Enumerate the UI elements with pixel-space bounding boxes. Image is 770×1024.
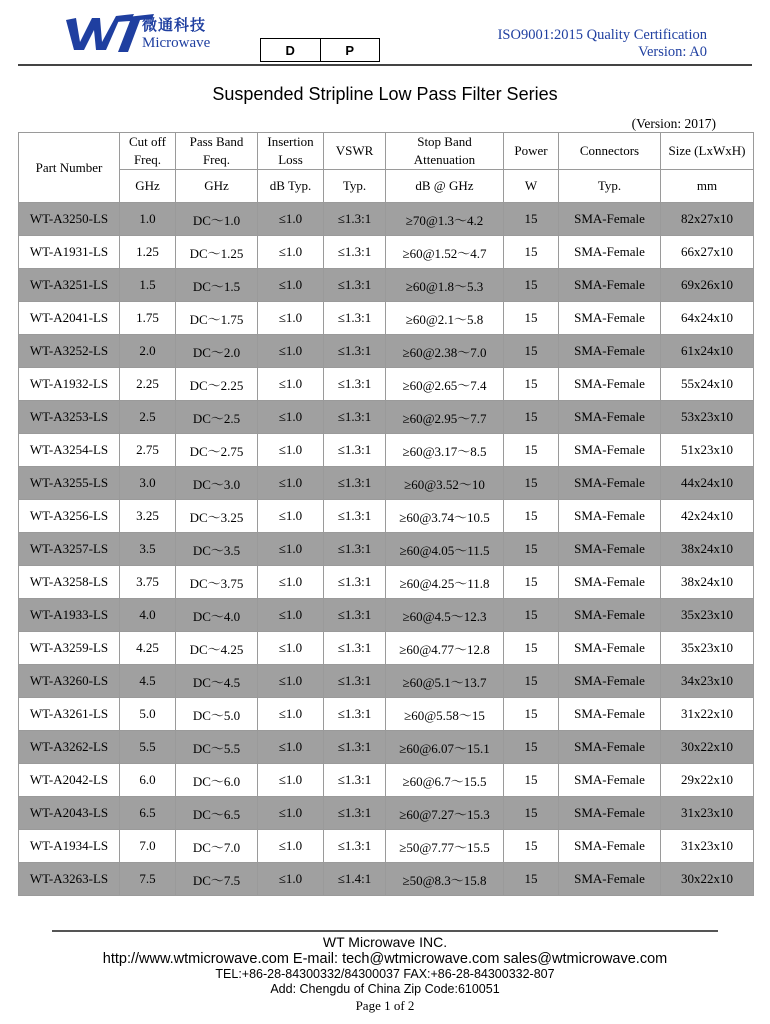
table-cell: 31x23x10 [661, 797, 754, 830]
page-title: Suspended Stripline Low Pass Filter Series [212, 84, 558, 104]
table-cell: ≤1.0 [258, 599, 324, 632]
table-cell: DC～3.75 [176, 566, 258, 599]
table-cell: ≤1.3:1 [324, 269, 386, 302]
table-cell: WT-A1934-LS [19, 830, 120, 863]
table-cell: DC～2.5 [176, 401, 258, 434]
table-cell: ≥60@1.8～5.3 [386, 269, 504, 302]
footer-address: Add: Chengdu of China Zip Code:610051 [270, 982, 500, 996]
table-row [19, 632, 754, 665]
table-row [19, 302, 754, 335]
table-cell: SMA-Female [559, 599, 661, 632]
table-cell: ≥60@2.95～7.7 [386, 401, 504, 434]
units-row [19, 170, 754, 203]
table-cell: WT-A1933-LS [19, 599, 120, 632]
table-cell: ≤1.0 [258, 401, 324, 434]
table-cell: WT-A2042-LS [19, 764, 120, 797]
table-cell: ≤1.3:1 [324, 236, 386, 269]
table-cell: SMA-Female [559, 236, 661, 269]
table-cell: 69x26x10 [661, 269, 754, 302]
table-cell: 64x24x10 [661, 302, 754, 335]
table-cell: 51x23x10 [661, 434, 754, 467]
table-cell: SMA-Female [559, 401, 661, 434]
table-row [19, 731, 754, 764]
unit-vswr: Typ. [324, 170, 386, 203]
table-cell: 30x22x10 [661, 863, 754, 896]
table-cell: 15 [504, 434, 559, 467]
table-cell: ≤1.3:1 [324, 302, 386, 335]
table-cell: 4.25 [120, 632, 176, 665]
table-cell: WT-A1931-LS [19, 236, 120, 269]
table-cell: ≤1.0 [258, 764, 324, 797]
table-cell: WT-A3256-LS [19, 500, 120, 533]
table-cell: WT-A3258-LS [19, 566, 120, 599]
table-cell: DC～1.75 [176, 302, 258, 335]
table-cell: 15 [504, 401, 559, 434]
footer-company: WT Microwave INC. [322, 934, 448, 950]
table-cell: WT-A3262-LS [19, 731, 120, 764]
table-row [19, 368, 754, 401]
table-cell: 15 [504, 599, 559, 632]
footer-phone: TEL:+86-28-84300332/84300037 FAX:+86-28-84300332-807 [215, 967, 555, 981]
table-cell: WT-A3259-LS [19, 632, 120, 665]
table-cell: ≥50@8.3～15.8 [386, 863, 504, 896]
table-cell: 15 [504, 500, 559, 533]
table-row [19, 500, 754, 533]
table-cell: ≥50@7.77～15.5 [386, 830, 504, 863]
table-cell: DC～4.5 [176, 665, 258, 698]
table-cell: 15 [504, 467, 559, 500]
table-cell: 15 [504, 368, 559, 401]
col-cutoff: Cut off Freq. [120, 133, 176, 170]
table-cell: ≤1.4:1 [324, 863, 386, 896]
table-cell: ≤1.0 [258, 434, 324, 467]
table-cell: ≥60@5.1～13.7 [386, 665, 504, 698]
spec-table [18, 132, 754, 896]
table-cell: 15 [504, 302, 559, 335]
table-cell: 1.5 [120, 269, 176, 302]
table-cell: 34x23x10 [661, 665, 754, 698]
table-cell: ≥60@3.52～10 [386, 467, 504, 500]
table-cell: ≤1.3:1 [324, 500, 386, 533]
table-cell: ≤1.0 [258, 368, 324, 401]
table-cell: ≤1.0 [258, 269, 324, 302]
table-row [19, 269, 754, 302]
table-cell: 1.25 [120, 236, 176, 269]
table-cell: WT-A3260-LS [19, 665, 120, 698]
table-cell: SMA-Female [559, 500, 661, 533]
table-cell: SMA-Female [559, 830, 661, 863]
table-cell: 6.5 [120, 797, 176, 830]
table-cell: 15 [504, 764, 559, 797]
table-cell: ≤1.0 [258, 731, 324, 764]
unit-cutoff: GHz [120, 170, 176, 203]
table-cell: 3.75 [120, 566, 176, 599]
table-cell: 15 [504, 632, 559, 665]
table-cell: SMA-Female [559, 764, 661, 797]
unit-passband: GHz [176, 170, 258, 203]
footer-contact: http://www.wtmicrowave.com E-mail: tech@wtmicrowave.com sales@wtmicrowave.com [102, 951, 668, 967]
table-cell: DC～1.0 [176, 203, 258, 236]
table-cell: 5.0 [120, 698, 176, 731]
table-cell: 15 [504, 236, 559, 269]
table-cell: 6.0 [120, 764, 176, 797]
table-cell: ≥60@7.27～15.3 [386, 797, 504, 830]
table-cell: SMA-Female [559, 797, 661, 830]
table-cell: ≥60@3.74～10.5 [386, 500, 504, 533]
table-row [19, 599, 754, 632]
footer-page-number: Page 1 of 2 [355, 998, 415, 1013]
table-row [19, 335, 754, 368]
table-cell: 15 [504, 698, 559, 731]
table-cell: 3.25 [120, 500, 176, 533]
table-cell: 38x24x10 [661, 566, 754, 599]
table-cell: ≤1.0 [258, 632, 324, 665]
doc-box-p: P [345, 42, 355, 58]
unit-size: mm [661, 170, 754, 203]
table-cell: WT-A3253-LS [19, 401, 120, 434]
table-cell: 35x23x10 [661, 632, 754, 665]
table-cell: 15 [504, 533, 559, 566]
table-cell: SMA-Female [559, 467, 661, 500]
table-cell: DC～6.5 [176, 797, 258, 830]
table-cell: SMA-Female [559, 698, 661, 731]
table-cell: DC～3.0 [176, 467, 258, 500]
table-cell: ≤1.0 [258, 533, 324, 566]
table-row [19, 830, 754, 863]
table-cell: 15 [504, 665, 559, 698]
certification-line: ISO9001:2015 Quality Certification [497, 27, 707, 43]
table-cell: WT-A3251-LS [19, 269, 120, 302]
table-cell: SMA-Female [559, 632, 661, 665]
table-cell: ≤1.3:1 [324, 434, 386, 467]
table-cell: ≤1.3:1 [324, 368, 386, 401]
table-cell: 82x27x10 [661, 203, 754, 236]
unit-power: W [504, 170, 559, 203]
table-cell: ≤1.0 [258, 698, 324, 731]
table-cell: DC～7.5 [176, 863, 258, 896]
table-cell: ≥70@1.3～4.2 [386, 203, 504, 236]
table-cell: DC～7.0 [176, 830, 258, 863]
table-cell: 15 [504, 335, 559, 368]
table-cell: ≥60@4.5～12.3 [386, 599, 504, 632]
table-cell: 42x24x10 [661, 500, 754, 533]
table-cell: ≤1.0 [258, 566, 324, 599]
table-cell: ≥60@4.25～11.8 [386, 566, 504, 599]
table-cell: 7.5 [120, 863, 176, 896]
table-cell: ≤1.3:1 [324, 401, 386, 434]
table-cell: DC～1.25 [176, 236, 258, 269]
table-cell: ≤1.0 [258, 797, 324, 830]
table-cell: ≥60@4.05～11.5 [386, 533, 504, 566]
table-cell: 38x24x10 [661, 533, 754, 566]
header-divider [18, 64, 752, 66]
table-row [19, 863, 754, 896]
table-row [19, 533, 754, 566]
table-cell: SMA-Female [559, 665, 661, 698]
logo-english-text: Microwave [142, 35, 211, 51]
table-cell: ≤1.3:1 [324, 731, 386, 764]
table-cell: 30x22x10 [661, 731, 754, 764]
table-cell: DC～3.25 [176, 500, 258, 533]
table-cell: SMA-Female [559, 335, 661, 368]
table-cell: DC～2.0 [176, 335, 258, 368]
table-cell: WT-A3252-LS [19, 335, 120, 368]
table-cell: ≤1.0 [258, 203, 324, 236]
unit-insertion-loss: dB Typ. [258, 170, 324, 203]
table-cell: WT-A3257-LS [19, 533, 120, 566]
table-cell: SMA-Female [559, 863, 661, 896]
table-cell: ≤1.0 [258, 467, 324, 500]
table-cell: WT-A3255-LS [19, 467, 120, 500]
col-part-number: Part Number [19, 133, 120, 203]
table-cell: WT-A3254-LS [19, 434, 120, 467]
table-cell: ≤1.3:1 [324, 467, 386, 500]
table-cell: ≤1.3:1 [324, 203, 386, 236]
table-cell: ≤1.3:1 [324, 698, 386, 731]
table-cell: 31x22x10 [661, 698, 754, 731]
table-cell: ≤1.3:1 [324, 335, 386, 368]
col-size: Size (LxWxH) [661, 133, 754, 170]
document-version: Version: A0 [638, 44, 707, 60]
header-row [19, 133, 754, 170]
col-passband: Pass Band Freq. [176, 133, 258, 170]
table-cell: ≥60@6.07～15.1 [386, 731, 504, 764]
unit-stopband: dB @ GHz [386, 170, 504, 203]
version-note: (Version: 2017) [631, 116, 716, 131]
table-cell: ≥60@1.52～4.7 [386, 236, 504, 269]
table-cell: ≤1.3:1 [324, 632, 386, 665]
col-vswr: VSWR [324, 133, 386, 170]
table-cell: 31x23x10 [661, 830, 754, 863]
table-row [19, 401, 754, 434]
table-cell: WT-A3250-LS [19, 203, 120, 236]
col-power: Power [504, 133, 559, 170]
table-cell: 66x27x10 [661, 236, 754, 269]
table-cell: ≥60@4.77～12.8 [386, 632, 504, 665]
table-cell: 53x23x10 [661, 401, 754, 434]
table-cell: ≥60@3.17～8.5 [386, 434, 504, 467]
table-cell: ≤1.3:1 [324, 533, 386, 566]
table-cell: ≤1.3:1 [324, 599, 386, 632]
table-cell: 15 [504, 566, 559, 599]
table-row [19, 434, 754, 467]
table-cell: DC～2.25 [176, 368, 258, 401]
table-cell: 15 [504, 269, 559, 302]
table-cell: 55x24x10 [661, 368, 754, 401]
table-row [19, 566, 754, 599]
table-cell: DC～2.75 [176, 434, 258, 467]
table-cell: 15 [504, 830, 559, 863]
table-cell: SMA-Female [559, 269, 661, 302]
table-cell: ≥60@6.7～15.5 [386, 764, 504, 797]
table-row [19, 203, 754, 236]
table-cell: DC～5.5 [176, 731, 258, 764]
table-row [19, 236, 754, 269]
table-row [19, 797, 754, 830]
unit-connectors: Typ. [559, 170, 661, 203]
table-cell: 15 [504, 731, 559, 764]
spec-table-body [19, 203, 754, 896]
table-row [19, 467, 754, 500]
table-cell: 44x24x10 [661, 467, 754, 500]
table-cell: DC～6.0 [176, 764, 258, 797]
table-cell: ≤1.3:1 [324, 764, 386, 797]
table-cell: 29x22x10 [661, 764, 754, 797]
table-cell: ≥60@2.65～7.4 [386, 368, 504, 401]
table-cell: 7.0 [120, 830, 176, 863]
table-cell: ≤1.3:1 [324, 830, 386, 863]
table-cell: WT-A2043-LS [19, 797, 120, 830]
table-cell: DC～4.0 [176, 599, 258, 632]
table-cell: ≤1.0 [258, 863, 324, 896]
table-cell: 2.25 [120, 368, 176, 401]
certification-block [498, 27, 707, 61]
table-cell: 3.0 [120, 467, 176, 500]
table-cell: ≤1.0 [258, 302, 324, 335]
logo-chinese-text: 微通科技 [142, 16, 207, 34]
table-cell: DC～1.5 [176, 269, 258, 302]
table-cell: 4.0 [120, 599, 176, 632]
footer-divider [52, 930, 718, 932]
col-stopband: Stop Band Attenuation [386, 133, 504, 170]
table-cell: ≤1.3:1 [324, 665, 386, 698]
table-cell: ≥60@2.38～7.0 [386, 335, 504, 368]
table-cell: SMA-Female [559, 368, 661, 401]
table-cell: ≥60@5.58～15 [386, 698, 504, 731]
table-cell: 2.5 [120, 401, 176, 434]
table-cell: 3.5 [120, 533, 176, 566]
table-cell: DC～5.0 [176, 698, 258, 731]
table-cell: DC～3.5 [176, 533, 258, 566]
table-cell: SMA-Female [559, 302, 661, 335]
table-cell: 5.5 [120, 731, 176, 764]
table-cell: SMA-Female [559, 731, 661, 764]
table-cell: ≤1.0 [258, 500, 324, 533]
table-cell: ≤1.3:1 [324, 797, 386, 830]
table-cell: ≤1.0 [258, 830, 324, 863]
table-cell: WT-A1932-LS [19, 368, 120, 401]
table-cell: 4.5 [120, 665, 176, 698]
col-insertion-loss: Insertion Loss [258, 133, 324, 170]
table-cell: 1.0 [120, 203, 176, 236]
table-cell: 35x23x10 [661, 599, 754, 632]
table-row [19, 764, 754, 797]
table-row [19, 698, 754, 731]
table-cell: 15 [504, 797, 559, 830]
table-cell: SMA-Female [559, 533, 661, 566]
table-cell: ≤1.3:1 [324, 566, 386, 599]
table-cell: 15 [504, 203, 559, 236]
doc-box-d: D [261, 39, 321, 61]
table-cell: WT-A2041-LS [19, 302, 120, 335]
table-cell: 61x24x10 [661, 335, 754, 368]
table-cell: ≤1.0 [258, 236, 324, 269]
table-cell: ≤1.0 [258, 665, 324, 698]
table-cell: 2.0 [120, 335, 176, 368]
table-cell: SMA-Female [559, 434, 661, 467]
col-connectors: Connectors [559, 133, 661, 170]
table-cell: ≤1.0 [258, 335, 324, 368]
table-cell: 2.75 [120, 434, 176, 467]
table-row [19, 665, 754, 698]
table-cell: DC～4.25 [176, 632, 258, 665]
table-cell: SMA-Female [559, 566, 661, 599]
table-cell: SMA-Female [559, 203, 661, 236]
table-cell: 15 [504, 863, 559, 896]
table-cell: WT-A3261-LS [19, 698, 120, 731]
table-cell: ≥60@2.1～5.8 [386, 302, 504, 335]
table-cell: 1.75 [120, 302, 176, 335]
doc-type-box [260, 38, 380, 62]
table-cell: WT-A3263-LS [19, 863, 120, 896]
